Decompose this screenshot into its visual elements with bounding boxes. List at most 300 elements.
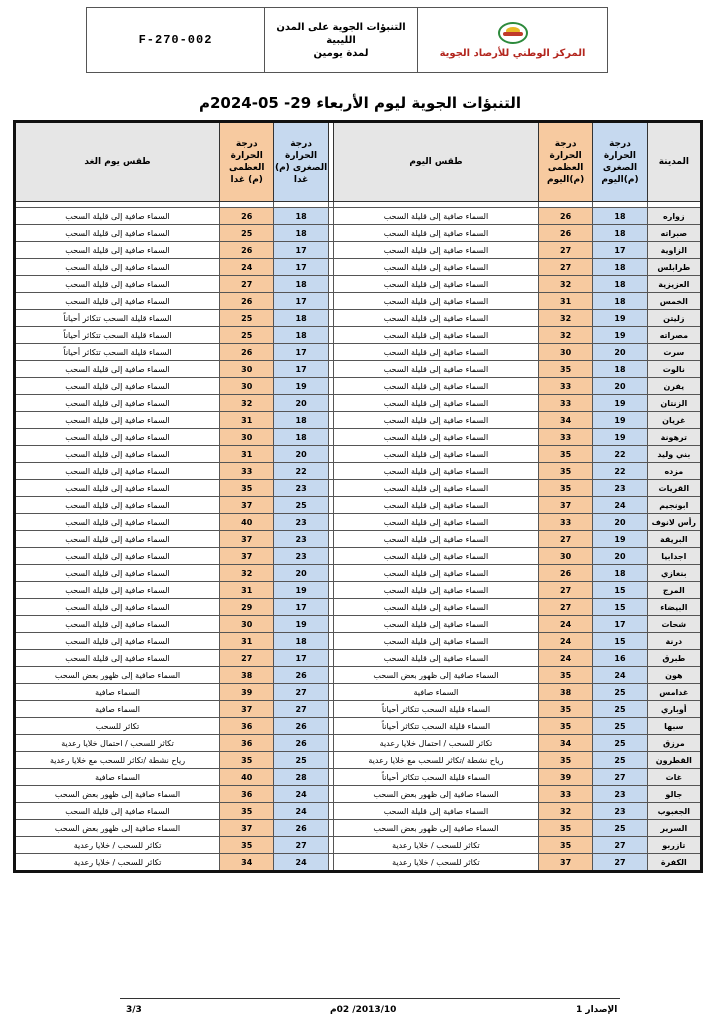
max-tomorrow-cell: 36 bbox=[220, 786, 274, 803]
col-divider-cell bbox=[328, 803, 333, 820]
weather-tomorrow-cell: السماء صافية إلى قليلة السحب bbox=[15, 429, 220, 446]
page-title: التنبؤات الجوية ليوم الأربعاء 29- 05-2024م bbox=[198, 94, 522, 112]
max-tomorrow-cell: 30 bbox=[220, 429, 274, 446]
organization-logo-icon bbox=[498, 22, 528, 44]
table-row bbox=[15, 531, 702, 548]
col-divider-cell bbox=[328, 293, 333, 310]
max-today-cell: 26 bbox=[538, 208, 592, 225]
city-cell: الزاوية bbox=[647, 242, 701, 259]
city-cell: أوباري bbox=[647, 701, 701, 718]
weather-tomorrow-cell: السماء صافية إلى قليلة السحب bbox=[15, 208, 220, 225]
min-today-cell: 23 bbox=[593, 480, 647, 497]
header-title bbox=[265, 8, 418, 72]
weather-tomorrow-cell: تكاثر للسحب / خلايا رعدية bbox=[15, 854, 220, 872]
table-row bbox=[15, 616, 702, 633]
table-header-row bbox=[15, 122, 702, 202]
col-divider-cell bbox=[328, 548, 333, 565]
min-tomorrow-cell: 20 bbox=[274, 395, 328, 412]
col-divider-cell bbox=[328, 463, 333, 480]
min-tomorrow-cell: 18 bbox=[274, 310, 328, 327]
weather-tomorrow-cell: السماء صافية إلى قليلة السحب bbox=[15, 582, 220, 599]
weather-today-cell: رياح نشطة /تكاثر للسحب مع خلايا رعدية bbox=[333, 752, 538, 769]
min-tomorrow-cell: 23 bbox=[274, 548, 328, 565]
weather-tomorrow-cell: السماء صافية إلى قليلة السحب bbox=[15, 293, 220, 310]
col-divider-cell bbox=[328, 412, 333, 429]
weather-today-cell: السماء قليلة السحب تتكاثر أحياناً bbox=[333, 701, 538, 718]
max-tomorrow-cell: 27 bbox=[220, 276, 274, 293]
min-tomorrow-cell: 17 bbox=[274, 259, 328, 276]
min-tomorrow-cell: 18 bbox=[274, 327, 328, 344]
weather-tomorrow-cell: تكاثر للسحب bbox=[15, 718, 220, 735]
col-divider-cell bbox=[328, 378, 333, 395]
weather-tomorrow-cell: السماء صافية إلى قليلة السحب bbox=[15, 361, 220, 378]
min-tomorrow-cell: 25 bbox=[274, 497, 328, 514]
table-row bbox=[15, 480, 702, 497]
max-today-cell: 35 bbox=[538, 667, 592, 684]
min-tomorrow-cell: 20 bbox=[274, 565, 328, 582]
table-row bbox=[15, 395, 702, 412]
col-header-city: المدينة bbox=[647, 122, 701, 202]
max-tomorrow-cell: 31 bbox=[220, 412, 274, 429]
max-tomorrow-cell: 32 bbox=[220, 565, 274, 582]
weather-tomorrow-cell: السماء صافية إلى قليلة السحب bbox=[15, 259, 220, 276]
col-divider-cell bbox=[328, 599, 333, 616]
min-tomorrow-cell: 22 bbox=[274, 463, 328, 480]
table-row bbox=[15, 633, 702, 650]
max-tomorrow-cell: 36 bbox=[220, 718, 274, 735]
min-today-cell: 16 bbox=[593, 650, 647, 667]
col-divider-cell bbox=[328, 497, 333, 514]
max-tomorrow-cell: 26 bbox=[220, 242, 274, 259]
col-divider-cell bbox=[328, 701, 333, 718]
max-today-cell: 35 bbox=[538, 480, 592, 497]
max-today-cell: 33 bbox=[538, 514, 592, 531]
form-code: F-270-002 bbox=[87, 8, 265, 72]
table-row bbox=[15, 769, 702, 786]
min-today-cell: 25 bbox=[593, 752, 647, 769]
min-today-cell: 18 bbox=[593, 293, 647, 310]
col-divider-cell bbox=[328, 735, 333, 752]
header-title-line2: لمدة يومين bbox=[313, 47, 369, 59]
footer-version: الإصدار 1 bbox=[576, 1005, 618, 1015]
min-tomorrow-cell: 24 bbox=[274, 786, 328, 803]
table-row bbox=[15, 803, 702, 820]
weather-tomorrow-cell: السماء صافية إلى قليلة السحب bbox=[15, 463, 220, 480]
weather-tomorrow-cell: السماء صافية إلى قليلة السحب bbox=[15, 497, 220, 514]
col-divider-cell bbox=[328, 718, 333, 735]
weather-today-cell: تكاثر للسحب / خلايا رعدية bbox=[333, 837, 538, 854]
min-today-cell: 25 bbox=[593, 820, 647, 837]
table-row bbox=[15, 701, 702, 718]
weather-tomorrow-cell: السماء صافية إلى ظهور بعض السحب bbox=[15, 820, 220, 837]
col-divider-cell bbox=[328, 276, 333, 293]
min-today-cell: 24 bbox=[593, 497, 647, 514]
table-row bbox=[15, 378, 702, 395]
min-tomorrow-cell: 17 bbox=[274, 650, 328, 667]
min-today-cell: 25 bbox=[593, 701, 647, 718]
max-today-cell: 32 bbox=[538, 803, 592, 820]
max-tomorrow-cell: 25 bbox=[220, 310, 274, 327]
weather-today-cell: السماء صافية إلى قليلة السحب bbox=[333, 582, 538, 599]
min-tomorrow-cell: 20 bbox=[274, 446, 328, 463]
city-cell: الخمس bbox=[647, 293, 701, 310]
weather-today-cell: السماء صافية إلى قليلة السحب bbox=[333, 310, 538, 327]
max-today-cell: 27 bbox=[538, 242, 592, 259]
city-cell: الجغبوب bbox=[647, 803, 701, 820]
max-tomorrow-cell: 35 bbox=[220, 837, 274, 854]
min-today-cell: 18 bbox=[593, 225, 647, 242]
organization-block bbox=[418, 8, 607, 72]
city-cell: مصراته bbox=[647, 327, 701, 344]
col-divider-cell bbox=[328, 854, 333, 872]
city-cell: درنة bbox=[647, 633, 701, 650]
max-today-cell: 27 bbox=[538, 582, 592, 599]
min-today-cell: 25 bbox=[593, 718, 647, 735]
min-today-cell: 18 bbox=[593, 361, 647, 378]
city-cell: بني وليد bbox=[647, 446, 701, 463]
city-cell: مرزق bbox=[647, 735, 701, 752]
max-tomorrow-cell: 37 bbox=[220, 548, 274, 565]
min-today-cell: 24 bbox=[593, 667, 647, 684]
weather-today-cell: السماء صافية إلى قليلة السحب bbox=[333, 429, 538, 446]
max-today-cell: 37 bbox=[538, 497, 592, 514]
weather-tomorrow-cell: السماء صافية إلى قليلة السحب bbox=[15, 378, 220, 395]
weather-tomorrow-cell: السماء صافية إلى قليلة السحب bbox=[15, 599, 220, 616]
max-tomorrow-cell: 24 bbox=[220, 259, 274, 276]
table-row bbox=[15, 735, 702, 752]
table-row bbox=[15, 752, 702, 769]
weather-tomorrow-cell: السماء صافية إلى ظهور بعض السحب bbox=[15, 667, 220, 684]
table-row bbox=[15, 361, 702, 378]
min-tomorrow-cell: 27 bbox=[274, 701, 328, 718]
table-row bbox=[15, 225, 702, 242]
footer-divider bbox=[120, 998, 620, 999]
max-tomorrow-cell: 26 bbox=[220, 208, 274, 225]
city-cell: العزيزية bbox=[647, 276, 701, 293]
max-tomorrow-cell: 30 bbox=[220, 378, 274, 395]
table-row bbox=[15, 582, 702, 599]
weather-tomorrow-cell: السماء قليلة السحب تتكاثر أحياناً bbox=[15, 327, 220, 344]
table-row bbox=[15, 446, 702, 463]
min-today-cell: 23 bbox=[593, 786, 647, 803]
weather-today-cell: السماء صافية إلى قليلة السحب bbox=[333, 446, 538, 463]
weather-tomorrow-cell: السماء صافية إلى قليلة السحب bbox=[15, 412, 220, 429]
city-cell: غدامس bbox=[647, 684, 701, 701]
col-header-min-tomorrow: درجة الحرارة الصغرى (م) غدا bbox=[274, 122, 328, 202]
weather-tomorrow-cell: السماء صافية إلى قليلة السحب bbox=[15, 565, 220, 582]
min-tomorrow-cell: 23 bbox=[274, 531, 328, 548]
col-divider-cell bbox=[328, 514, 333, 531]
weather-today-cell: السماء صافية إلى قليلة السحب bbox=[333, 208, 538, 225]
weather-tomorrow-cell: السماء صافية إلى قليلة السحب bbox=[15, 548, 220, 565]
max-today-cell: 30 bbox=[538, 344, 592, 361]
city-cell: سرت bbox=[647, 344, 701, 361]
min-today-cell: 19 bbox=[593, 429, 647, 446]
min-today-cell: 19 bbox=[593, 531, 647, 548]
max-tomorrow-cell: 30 bbox=[220, 361, 274, 378]
max-tomorrow-cell: 37 bbox=[220, 701, 274, 718]
city-cell: طبرق bbox=[647, 650, 701, 667]
city-cell: زليتن bbox=[647, 310, 701, 327]
table-row bbox=[15, 208, 702, 225]
table-row bbox=[15, 599, 702, 616]
min-today-cell: 18 bbox=[593, 565, 647, 582]
max-today-cell: 27 bbox=[538, 531, 592, 548]
col-divider-cell bbox=[328, 633, 333, 650]
min-tomorrow-cell: 23 bbox=[274, 480, 328, 497]
weather-today-cell: تكاثر للسحب / خلايا رعدية bbox=[333, 854, 538, 872]
max-tomorrow-cell: 25 bbox=[220, 225, 274, 242]
min-tomorrow-cell: 24 bbox=[274, 854, 328, 872]
max-tomorrow-cell: 34 bbox=[220, 854, 274, 872]
weather-today-cell: السماء صافية إلى قليلة السحب bbox=[333, 514, 538, 531]
min-today-cell: 20 bbox=[593, 378, 647, 395]
max-today-cell: 38 bbox=[538, 684, 592, 701]
city-cell: بنغازي bbox=[647, 565, 701, 582]
table-row bbox=[15, 854, 702, 872]
col-divider-cell bbox=[328, 769, 333, 786]
col-divider-cell bbox=[328, 582, 333, 599]
min-today-cell: 20 bbox=[593, 344, 647, 361]
max-today-cell: 35 bbox=[538, 820, 592, 837]
min-today-cell: 27 bbox=[593, 837, 647, 854]
table-row bbox=[15, 327, 702, 344]
max-tomorrow-cell: 30 bbox=[220, 616, 274, 633]
max-today-cell: 30 bbox=[538, 548, 592, 565]
max-today-cell: 33 bbox=[538, 786, 592, 803]
city-cell: الكفرة bbox=[647, 854, 701, 872]
weather-today-cell: السماء صافية إلى قليلة السحب bbox=[333, 225, 538, 242]
weather-today-cell: السماء صافية إلى قليلة السحب bbox=[333, 616, 538, 633]
min-today-cell: 18 bbox=[593, 259, 647, 276]
weather-tomorrow-cell: تكاثر للسحب / احتمال خلايا رعدية bbox=[15, 735, 220, 752]
max-today-cell: 35 bbox=[538, 446, 592, 463]
weather-tomorrow-cell: السماء صافية إلى قليلة السحب bbox=[15, 616, 220, 633]
table-row bbox=[15, 514, 702, 531]
max-today-cell: 33 bbox=[538, 378, 592, 395]
col-divider-cell bbox=[328, 786, 333, 803]
min-tomorrow-cell: 18 bbox=[274, 633, 328, 650]
max-today-cell: 33 bbox=[538, 395, 592, 412]
col-divider-cell bbox=[328, 395, 333, 412]
weather-today-cell: السماء صافية bbox=[333, 684, 538, 701]
min-today-cell: 18 bbox=[593, 208, 647, 225]
weather-tomorrow-cell: السماء صافية إلى قليلة السحب bbox=[15, 633, 220, 650]
min-tomorrow-cell: 26 bbox=[274, 718, 328, 735]
table-row bbox=[15, 293, 702, 310]
col-divider-cell bbox=[328, 327, 333, 344]
min-tomorrow-cell: 17 bbox=[274, 293, 328, 310]
max-tomorrow-cell: 33 bbox=[220, 463, 274, 480]
table-row bbox=[15, 667, 702, 684]
col-divider-cell bbox=[328, 310, 333, 327]
table-row bbox=[15, 718, 702, 735]
table-row bbox=[15, 548, 702, 565]
weather-tomorrow-cell: السماء قليلة السحب تتكاثر أحياناً bbox=[15, 310, 220, 327]
col-header-min-today: درجة الحرارة الصغرى (م)اليوم bbox=[593, 122, 647, 202]
col-divider-cell bbox=[328, 565, 333, 582]
col-divider-cell bbox=[328, 242, 333, 259]
table-row bbox=[15, 820, 702, 837]
col-divider-cell bbox=[328, 650, 333, 667]
table-row bbox=[15, 242, 702, 259]
max-today-cell: 39 bbox=[538, 769, 592, 786]
weather-tomorrow-cell: السماء صافية إلى قليلة السحب bbox=[15, 650, 220, 667]
max-today-cell: 26 bbox=[538, 565, 592, 582]
city-cell: البيضاء bbox=[647, 599, 701, 616]
col-header-max-today: درجة الحرارة العظمى (م)اليوم bbox=[538, 122, 592, 202]
document-header bbox=[86, 7, 608, 73]
min-today-cell: 25 bbox=[593, 684, 647, 701]
max-tomorrow-cell: 31 bbox=[220, 633, 274, 650]
weather-today-cell: السماء قليلة السحب تتكاثر أحياناً bbox=[333, 769, 538, 786]
weather-tomorrow-cell: السماء صافية إلى قليلة السحب bbox=[15, 395, 220, 412]
city-cell: شحات bbox=[647, 616, 701, 633]
min-today-cell: 20 bbox=[593, 514, 647, 531]
max-today-cell: 35 bbox=[538, 361, 592, 378]
city-cell: غريان bbox=[647, 412, 701, 429]
city-cell: المرج bbox=[647, 582, 701, 599]
max-tomorrow-cell: 40 bbox=[220, 514, 274, 531]
max-tomorrow-cell: 39 bbox=[220, 684, 274, 701]
max-today-cell: 31 bbox=[538, 293, 592, 310]
col-divider-cell bbox=[328, 752, 333, 769]
max-tomorrow-cell: 36 bbox=[220, 735, 274, 752]
weather-today-cell: السماء صافية إلى قليلة السحب bbox=[333, 633, 538, 650]
table-row bbox=[15, 650, 702, 667]
weather-tomorrow-cell: السماء صافية إلى قليلة السحب bbox=[15, 276, 220, 293]
weather-today-cell: السماء صافية إلى قليلة السحب bbox=[333, 463, 538, 480]
weather-tomorrow-cell: السماء صافية إلى ظهور بعض السحب bbox=[15, 786, 220, 803]
min-tomorrow-cell: 18 bbox=[274, 208, 328, 225]
city-cell: ترهونة bbox=[647, 429, 701, 446]
min-today-cell: 15 bbox=[593, 633, 647, 650]
weather-today-cell: السماء صافية إلى ظهور بعض السحب bbox=[333, 786, 538, 803]
max-tomorrow-cell: 37 bbox=[220, 820, 274, 837]
city-cell: طرابلس bbox=[647, 259, 701, 276]
city-cell: البريقة bbox=[647, 531, 701, 548]
col-header-weather-tomorrow: طقس يوم الغد bbox=[15, 122, 220, 202]
col-divider-cell bbox=[328, 684, 333, 701]
max-tomorrow-cell: 32 bbox=[220, 395, 274, 412]
city-cell: غات bbox=[647, 769, 701, 786]
min-tomorrow-cell: 19 bbox=[274, 582, 328, 599]
min-today-cell: 15 bbox=[593, 599, 647, 616]
max-today-cell: 35 bbox=[538, 752, 592, 769]
max-tomorrow-cell: 35 bbox=[220, 803, 274, 820]
col-divider-cell bbox=[328, 429, 333, 446]
col-divider-cell bbox=[328, 446, 333, 463]
weather-today-cell: السماء صافية إلى قليلة السحب bbox=[333, 395, 538, 412]
table-row bbox=[15, 786, 702, 803]
col-header-max-tomorrow: درجة الحرارة العظمى (م) غدا bbox=[220, 122, 274, 202]
min-tomorrow-cell: 18 bbox=[274, 429, 328, 446]
max-tomorrow-cell: 37 bbox=[220, 497, 274, 514]
min-tomorrow-cell: 26 bbox=[274, 820, 328, 837]
weather-today-cell: السماء صافية إلى ظهور بعض السحب bbox=[333, 820, 538, 837]
min-today-cell: 27 bbox=[593, 854, 647, 872]
city-cell: زواره bbox=[647, 208, 701, 225]
forecast-table bbox=[13, 120, 703, 873]
min-today-cell: 19 bbox=[593, 310, 647, 327]
weather-tomorrow-cell: تكاثر للسحب / خلايا رعدية bbox=[15, 837, 220, 854]
max-today-cell: 35 bbox=[538, 837, 592, 854]
weather-tomorrow-cell: السماء صافية إلى قليلة السحب bbox=[15, 242, 220, 259]
city-cell: صبراته bbox=[647, 225, 701, 242]
min-today-cell: 19 bbox=[593, 395, 647, 412]
max-today-cell: 32 bbox=[538, 327, 592, 344]
weather-today-cell: السماء صافية إلى قليلة السحب bbox=[333, 412, 538, 429]
max-tomorrow-cell: 25 bbox=[220, 327, 274, 344]
min-tomorrow-cell: 17 bbox=[274, 242, 328, 259]
table-row bbox=[15, 412, 702, 429]
col-divider-cell bbox=[328, 616, 333, 633]
table-row bbox=[15, 497, 702, 514]
max-today-cell: 37 bbox=[538, 854, 592, 872]
min-tomorrow-cell: 27 bbox=[274, 837, 328, 854]
weather-today-cell: السماء صافية إلى قليلة السحب bbox=[333, 293, 538, 310]
min-tomorrow-cell: 25 bbox=[274, 752, 328, 769]
max-tomorrow-cell: 26 bbox=[220, 293, 274, 310]
max-tomorrow-cell: 29 bbox=[220, 599, 274, 616]
min-today-cell: 19 bbox=[593, 327, 647, 344]
col-divider-cell bbox=[328, 820, 333, 837]
col-divider-cell bbox=[328, 361, 333, 378]
col-header-weather-today: طقس اليوم bbox=[333, 122, 538, 202]
table-row bbox=[15, 463, 702, 480]
table-row bbox=[15, 259, 702, 276]
header-title-line1: التنبؤات الجوية على المدن الليبية bbox=[276, 21, 406, 46]
max-tomorrow-cell: 37 bbox=[220, 531, 274, 548]
city-cell: اجدابيا bbox=[647, 548, 701, 565]
min-today-cell: 17 bbox=[593, 616, 647, 633]
max-tomorrow-cell: 38 bbox=[220, 667, 274, 684]
weather-today-cell: السماء صافية إلى قليلة السحب bbox=[333, 276, 538, 293]
weather-today-cell: السماء صافية إلى قليلة السحب bbox=[333, 480, 538, 497]
weather-tomorrow-cell: السماء صافية إلى قليلة السحب bbox=[15, 480, 220, 497]
max-today-cell: 27 bbox=[538, 259, 592, 276]
min-tomorrow-cell: 26 bbox=[274, 735, 328, 752]
city-cell: تازربو bbox=[647, 837, 701, 854]
weather-today-cell: السماء صافية إلى قليلة السحب bbox=[333, 565, 538, 582]
table-row bbox=[15, 276, 702, 293]
min-tomorrow-cell: 28 bbox=[274, 769, 328, 786]
city-cell: جالو bbox=[647, 786, 701, 803]
min-today-cell: 17 bbox=[593, 242, 647, 259]
min-today-cell: 20 bbox=[593, 548, 647, 565]
max-today-cell: 34 bbox=[538, 735, 592, 752]
city-cell: يفرن bbox=[647, 378, 701, 395]
max-tomorrow-cell: 35 bbox=[220, 752, 274, 769]
weather-today-cell: السماء صافية إلى قليلة السحب bbox=[333, 531, 538, 548]
weather-tomorrow-cell: رياح نشطة /تكاثر للسحب مع خلايا رعدية bbox=[15, 752, 220, 769]
max-tomorrow-cell: 27 bbox=[220, 650, 274, 667]
city-cell: سبها bbox=[647, 718, 701, 735]
max-tomorrow-cell: 40 bbox=[220, 769, 274, 786]
weather-tomorrow-cell: السماء صافية bbox=[15, 769, 220, 786]
weather-today-cell: السماء صافية إلى قليلة السحب bbox=[333, 803, 538, 820]
weather-tomorrow-cell: السماء قليلة السحب تتكاثر أحياناً bbox=[15, 344, 220, 361]
organization-name: المركز الوطني للأرصاد الجوية bbox=[439, 47, 586, 59]
min-today-cell: 22 bbox=[593, 463, 647, 480]
min-today-cell: 25 bbox=[593, 735, 647, 752]
col-divider-cell bbox=[328, 667, 333, 684]
footer-page-number: 3/3 bbox=[126, 1005, 142, 1015]
max-tomorrow-cell: 31 bbox=[220, 446, 274, 463]
min-tomorrow-cell: 17 bbox=[274, 344, 328, 361]
col-divider-cell bbox=[328, 259, 333, 276]
city-cell: رأس لانوف bbox=[647, 514, 701, 531]
